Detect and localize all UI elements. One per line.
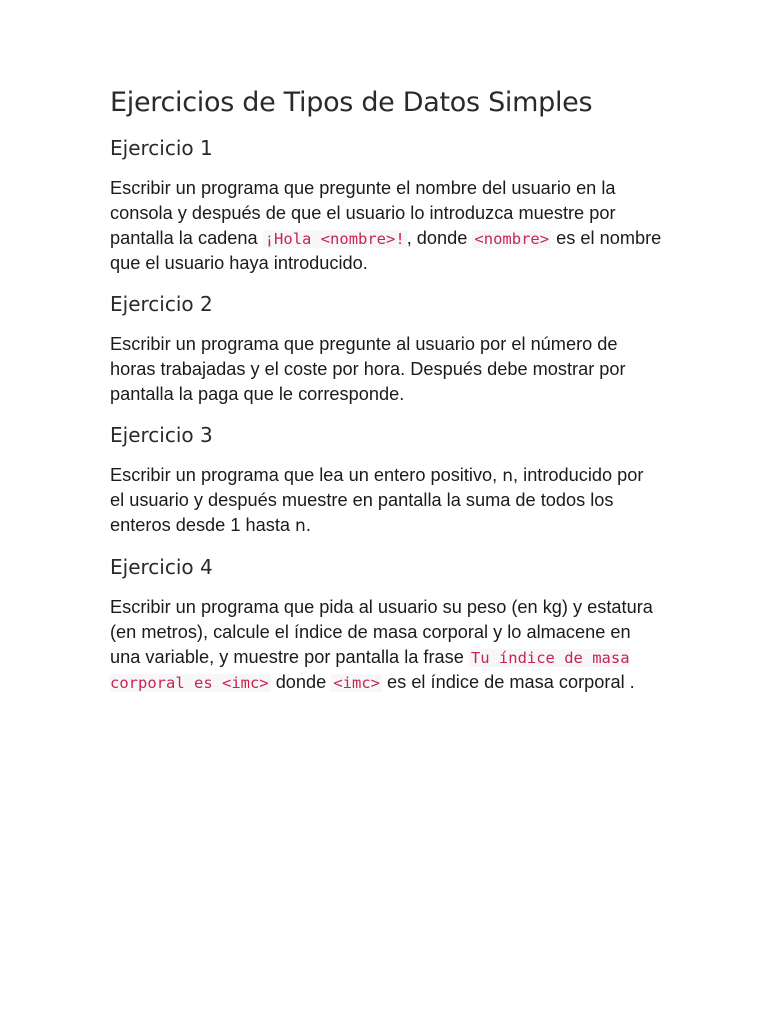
name-placeholder-code: <nombre> xyxy=(474,229,550,248)
exercise-2-text xyxy=(110,332,662,406)
exercise-1-text-part: es el nombre que el usuario haya introducido. xyxy=(110,227,662,274)
exercise-2-text-part: Escribir un programa que pregunte al usuario por el número de horas trabajadas y el coste por hora. Después debe mostrar por pantalla la paga que le corresponde. xyxy=(110,334,626,404)
page-title: Ejercicios de Tipos de Datos Simples xyxy=(110,87,593,118)
exercise-3-text-part: , introducido por el usuario y después muestre en pantalla la suma de todos los enteros desde 1 hasta xyxy=(110,464,644,536)
exercise-4-heading: Ejercicio 4 xyxy=(110,554,213,579)
greeting-code: ¡Hola <nombre>! xyxy=(264,229,405,248)
exercise-1-text-part: , donde xyxy=(406,227,473,248)
imc-placeholder-code: <imc> xyxy=(333,674,380,693)
exercise-3-heading: Ejercicio 3 xyxy=(110,422,213,447)
document-page xyxy=(110,84,662,710)
exercise-1-heading: Ejercicio 1 xyxy=(110,136,213,160)
exercise-1-text-part: Escribir un programa que pregunte el nombre del usuario en la consola y después de que el usuario lo introduzca muestre por pantalla la cadena xyxy=(110,178,616,248)
exercise-4-text-part: donde xyxy=(270,672,332,693)
exercise-1-section xyxy=(110,134,662,276)
exercise-1-text xyxy=(110,176,662,276)
exercise-3-section xyxy=(110,421,662,539)
variable-n: n xyxy=(502,465,514,486)
bmi-phrase-code: Tu índice de masa corporal es <imc> xyxy=(110,648,630,693)
exercise-4-text-part: es el índice de masa corporal . xyxy=(382,672,635,693)
exercise-2-section xyxy=(110,290,662,406)
exercise-4-section xyxy=(110,553,662,696)
exercise-4-text xyxy=(110,595,662,696)
exercise-3-text-part: Escribir un programa que lea un entero positivo, xyxy=(110,464,503,485)
exercise-3-text xyxy=(110,463,662,539)
variable-n: n xyxy=(295,516,306,537)
exercise-3-text-part: . xyxy=(305,515,311,536)
exercise-2-heading: Ejercicio 2 xyxy=(110,292,213,317)
exercise-4-text-part: Escribir un programa que pida al usuario su peso (en kg) y estatura (en metros), calcule el índice de masa corporal y lo almacene en una variable, y muestre por pantalla la frase xyxy=(110,596,653,667)
